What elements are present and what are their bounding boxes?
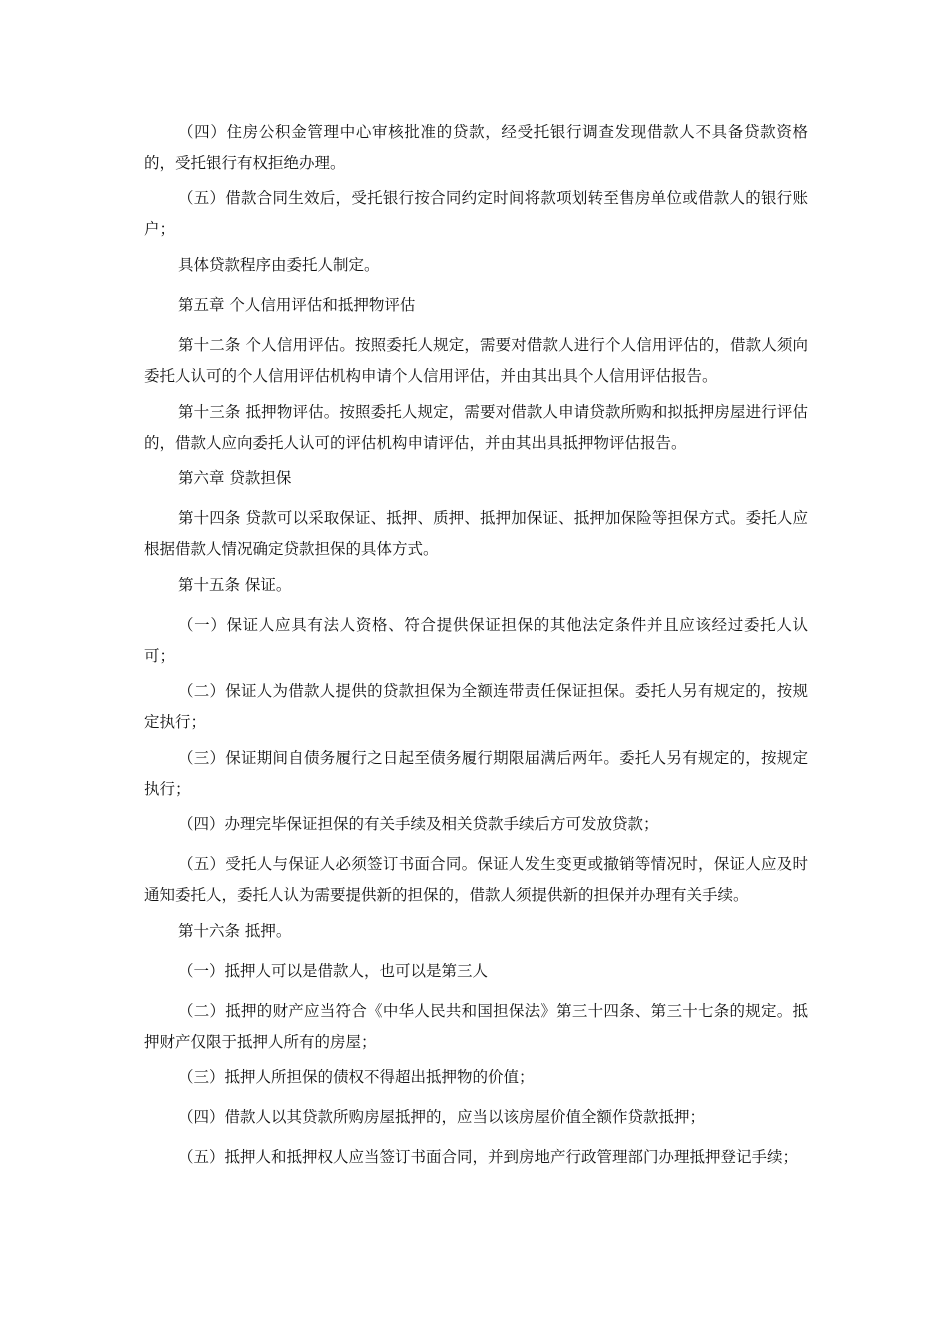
paragraph: （二）抵押的财产应当符合《中华人民共和国担保法》第三十四条、第三十七条的规定。抵押财产仅限于抵押人所有的房屋； [144,1002,808,1051]
article-paragraph: 第十五条 保证。 [178,576,292,594]
paragraph: （二）保证人为借款人提供的贷款担保为全额连带责任保证担保。委托人另有规定的，按规定执行； [144,682,808,731]
chapter-heading: 第五章 个人信用评估和抵押物评估 [178,296,416,314]
paragraph: （四）借款人以其贷款所购房屋抵押的，应当以该房屋价值全额作贷款抵押； [178,1108,706,1126]
article-paragraph: 第十二条 个人信用评估。按照委托人规定，需要对借款人进行个人信用评估的，借款人须向委托人认可的个人信用评估机构申请个人信用评估，并由其出具个人信用评估报告。 [144,336,808,385]
paragraph: （一）抵押人可以是借款人，也可以是第三人 [178,962,489,980]
article-paragraph: 第十四条 贷款可以采取保证、抵押、质押、抵押加保证、抵押加保险等担保方式。委托人应根据借款人情况确定贷款担保的具体方式。 [144,509,808,558]
chapter-heading: 第六章 贷款担保 [178,469,292,487]
paragraph: （四）住房公积金管理中心审核批准的贷款，经受托银行调查发现借款人不具备贷款资格的，受托银行有权拒绝办理。 [144,123,808,172]
paragraph: （五）抵押人和抵押权人应当签订书面合同，并到房地产行政管理部门办理抵押登记手续； [178,1148,799,1166]
paragraph: （五）受托人与保证人必须签订书面合同。保证人发生变更或撤销等情况时，保证人应及时通知委托人，委托人认为需要提供新的担保的，借款人须提供新的担保并办理有关手续。 [144,855,808,904]
paragraph: （四）办理完毕保证担保的有关手续及相关贷款手续后方可发放贷款； [178,815,659,833]
paragraph: （五）借款合同生效后，受托银行按合同约定时间将款项划转至售房单位或借款人的银行账户； [144,189,808,238]
paragraph: （三）抵押人所担保的债权不得超出抵押物的价值； [178,1068,535,1086]
article-paragraph: 第十六条 抵押。 [178,922,292,940]
paragraph: （一）保证人应具有法人资格、符合提供保证担保的其他法定条件并且应该经过委托人认可； [144,616,808,665]
paragraph: 具体贷款程序由委托人制定。 [178,256,380,274]
paragraph: （三）保证期间自债务履行之日起至债务履行期限届满后两年。委托人另有规定的，按规定执行； [144,749,808,798]
article-paragraph: 第十三条 抵押物评估。按照委托人规定，需要对借款人申请贷款所购和拟抵押房屋进行评估的，借款人应向委托人认可的评估机构申请评估，并由其出具抵押物评估报告。 [144,403,808,452]
